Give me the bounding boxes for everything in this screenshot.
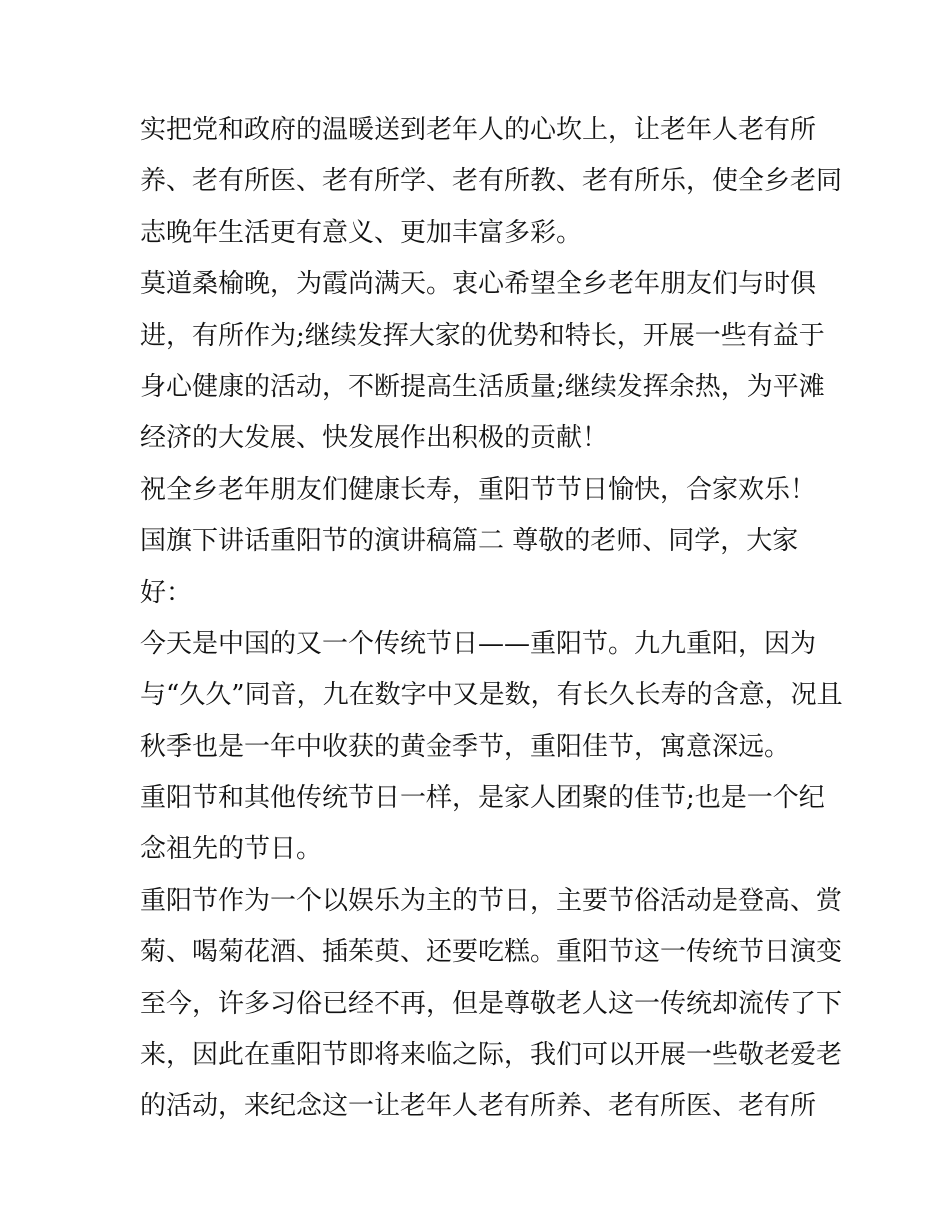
- text-line-10: 好：: [140, 577, 193, 608]
- text-line-19: 来，因此在重阳节即将来临之际，我们可以开展一些敬老爱老: [140, 1040, 843, 1071]
- text-line-20: 的活动，来纪念这一让老年人老有所养、老有所医、老有所: [140, 1091, 817, 1122]
- text-line-18: 至今，许多习俗已经不再，但是尊敬老人这一传统却流传了下: [140, 988, 843, 1019]
- text-line-14: 重阳节和其他传统节日一样，是家人团聚的佳节;也是一个纪: [140, 783, 825, 814]
- text-line-13: 秋季也是一年中收获的黄金季节，重阳佳节，寓意深远。: [140, 731, 791, 762]
- text-line-7: 经济的大发展、快发展作出积极的贡献！: [140, 423, 609, 454]
- text-line-17: 菊、喝菊花酒、插茱萸、还要吃糕。重阳节这一传统节日演变: [140, 937, 843, 968]
- text-line-8: 祝全乡老年朋友们健康长寿，重阳节节日愉快，合家欢乐！: [140, 474, 817, 505]
- text-line-5: 进，有所作为;继续发挥大家的优势和特长，开展一些有益于: [140, 320, 825, 351]
- text-line-4: 莫道桑榆晚，为霞尚满天。衷心希望全乡老年朋友们与时俱: [140, 269, 817, 300]
- text-line-9: 国旗下讲话重阳节的演讲稿篇二 尊敬的老师、同学，大家: [140, 526, 799, 557]
- text-line-15: 念祖先的节日。: [140, 834, 323, 865]
- text-line-16: 重阳节作为一个以娱乐为主的节日，主要节俗活动是登高、赏: [140, 885, 843, 916]
- text-line-6: 身心健康的活动，不断提高生活质量;继续发挥余热，为平滩: [140, 371, 825, 402]
- text-line-1: 实把党和政府的温暖送到老年人的心坎上，让老年人老有所: [140, 115, 817, 145]
- text-line-11: 今天是中国的又一个传统节日——重阳节。九九重阳，因为: [140, 628, 817, 659]
- document-body: [140, 105, 843, 1133]
- text-line-3: 志晚年生活更有意义、更加丰富多彩。: [140, 217, 583, 248]
- text-line-12: 与“久久”同音，九在数字中又是数，有长久长寿的含意，况且: [140, 680, 843, 711]
- text-line-2: 养、老有所医、老有所学、老有所教、老有所乐，使全乡老同: [140, 166, 843, 197]
